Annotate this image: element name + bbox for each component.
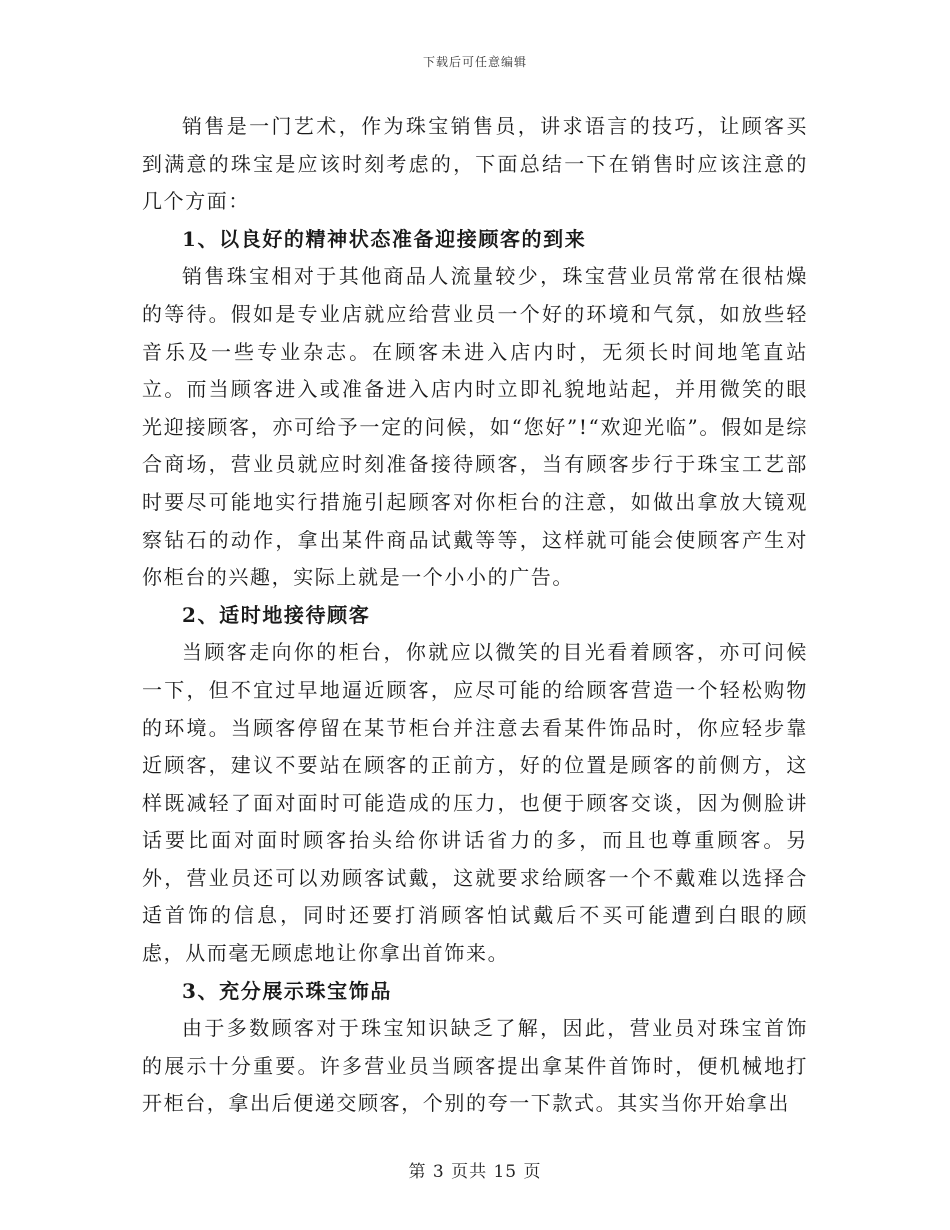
section-paragraph-2: 当顾客走向你的柜台，你就应以微笑的目光看着顾客，亦可问候一下，但不宜过早地逼近顾客，应尽可能的给顾客营造一个轻松购物的环境。当顾客停留在某节柜台并注意去看某件饰品时，你应轻步靠近顾客，建议不要站在顾客的正前方，好的位置是顾客的前侧方，这样既减轻了面对面时可能造成的压力，也便于顾客交谈，因为侧脸讲话要比面对面时顾客抬头给你讲话省力的多，而且也尊重顾客。另外，营业员还可以劝顾客试戴，这就要求给顾客一个不戴难以选择合适首饰的信息，同时还要打消顾客怕试戴后不买可能遭到白眼的顾虑，从而毫无顾虑地让你拿出首饰来。 xyxy=(142,640,808,966)
document-body xyxy=(142,108,808,1123)
section-paragraph-3: 由于多数顾客对于珠宝知识缺乏了解，因此，营业员对珠宝首饰的展示十分重要。许多营业员当顾客提出拿某件首饰时，便机械地打开柜台，拿出后便递交顾客，个别的夸一下款式。其实当你开始拿出 xyxy=(142,1016,808,1116)
section-paragraph-1: 销售珠宝相对于其他商品人流量较少，珠宝营业员常常在很枯燥的等待。假如是专业店就应给营业员一个好的环境和气氛，如放些轻音乐及一些专业杂志。在顾客未进入店内时，无须长时间地笔直站立。而当顾客进入或准备进入店内时立即礼貌地站起，并用微笑的眼光迎接顾客，亦可给予一定的问候，如“您好”!“欢迎光临”。假如是综合商场，营业员就应时刻准备接待顾客，当有顾客步行于珠宝工艺部时要尽可能地实行措施引起顾客对你柜台的注意，如做出拿放大镜观察钻石的动作，拿出某件商品试戴等等，这样就可能会使顾客产生对你柜台的兴趣，实际上就是一个小小的广告。 xyxy=(142,264,808,590)
section-heading-3: 3、充分展示珠宝饰品 xyxy=(182,978,392,1003)
page-number-footer: 第 3 页共 15 页 xyxy=(408,1162,542,1182)
section-heading-2: 2、适时地接待顾客 xyxy=(182,602,371,627)
intro-paragraph: 销售是一门艺术，作为珠宝销售员，讲求语言的技巧，让顾客买到满意的珠宝是应该时刻考虑的，下面总结一下在销售时应该注意的几个方面： xyxy=(142,114,808,214)
page-header: 下载后可任意编辑 xyxy=(422,55,527,69)
section-heading-1: 1、以良好的精神状态准备迎接顾客的到来 xyxy=(182,226,587,251)
